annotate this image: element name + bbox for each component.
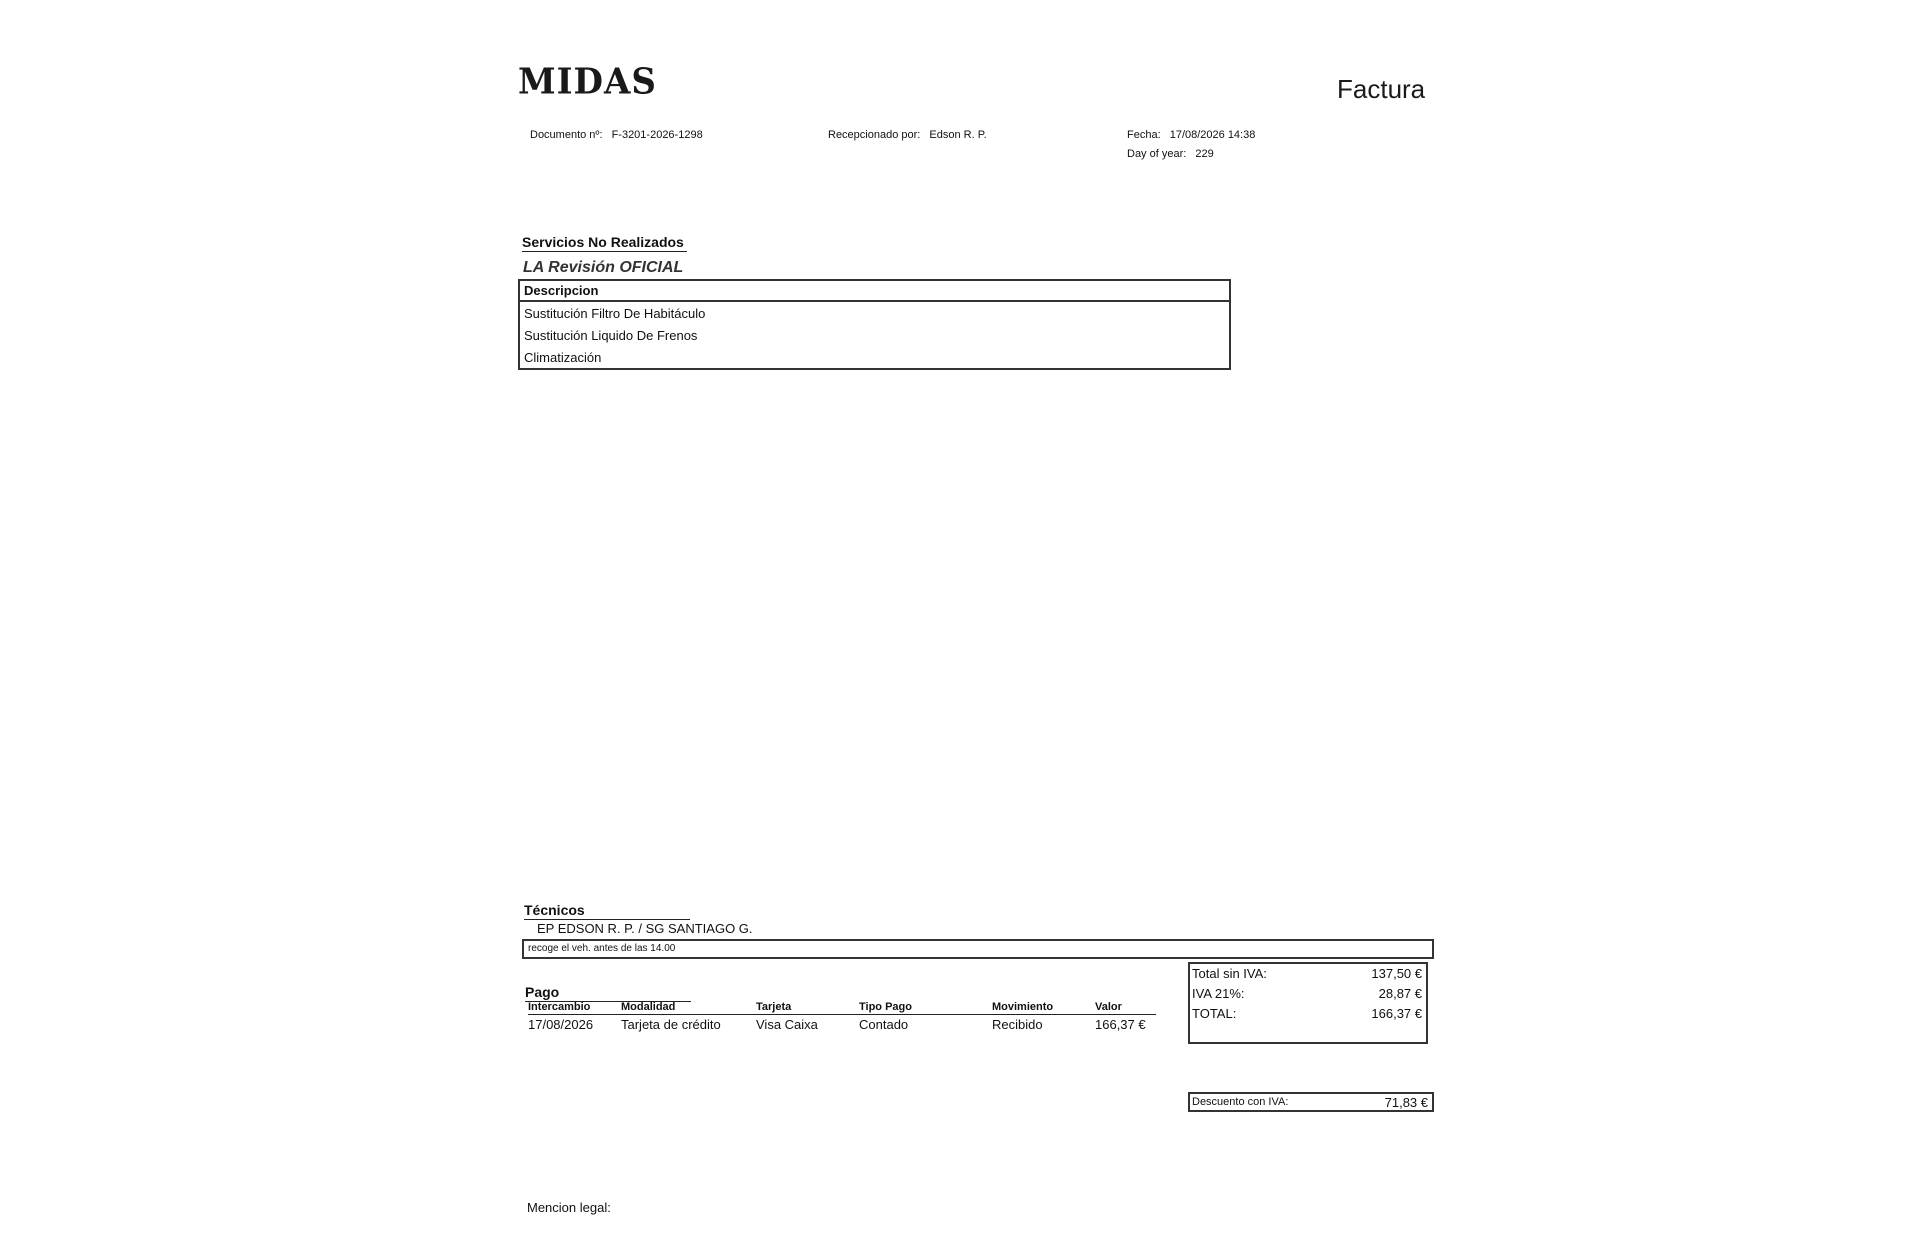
total-value: 166,37 € xyxy=(1371,1006,1422,1021)
technicians-names: EP EDSON R. P. / SG SANTIAGO G. xyxy=(537,921,753,936)
invoice-date xyxy=(1127,129,1255,141)
subtotal-label: Total sin IVA: xyxy=(1192,966,1267,981)
payment-date-cell: 17/08/2026 xyxy=(528,1017,594,1032)
discount-label: Descuento con IVA: xyxy=(1192,1096,1289,1108)
payment-header-row xyxy=(528,1001,1156,1015)
service-item: Sustitución Liquido De Frenos xyxy=(524,327,698,343)
service-item: Climatización xyxy=(524,349,602,365)
document-type-title: Factura xyxy=(1337,74,1426,104)
document-number xyxy=(530,129,703,141)
card-column-header: Tarjeta xyxy=(756,1001,859,1015)
day-of-year-label: Day of year: xyxy=(1127,148,1187,160)
payment-card-cell: Visa Caixa xyxy=(756,1017,818,1032)
payment-table xyxy=(528,1001,1156,1032)
payment-value-cell: 166,37 € xyxy=(1095,1017,1146,1032)
payment-type-cell: Contado xyxy=(859,1017,909,1032)
table-row xyxy=(519,346,1230,369)
received-by-label: Recepcionado por: xyxy=(828,129,921,141)
day-of-year-value: 229 xyxy=(1195,148,1214,160)
technicians-title: Técnicos xyxy=(524,902,690,920)
payment-type-column-header: Tipo Pago xyxy=(859,1001,992,1015)
exchange-column-header: Intercambio xyxy=(528,1001,621,1015)
day-of-year xyxy=(1127,148,1214,160)
vat-value: 28,87 € xyxy=(1378,986,1422,1001)
invoice-date-value: 17/08/2026 14:38 xyxy=(1169,129,1256,141)
package-title: LA Revisión OFICIAL xyxy=(523,259,684,276)
legal-mention: Mencion legal: xyxy=(527,1200,611,1215)
received-by-value: Edson R. P. xyxy=(929,129,987,141)
table-row xyxy=(519,324,1230,346)
subtotal-row xyxy=(1190,964,1426,984)
payment-movement-cell: Recibido xyxy=(992,1017,1043,1032)
discount-value: 71,83 € xyxy=(1384,1094,1428,1110)
description-column-header: Descripcion xyxy=(519,280,1230,301)
document-number-value: F-3201-2026-1298 xyxy=(611,129,703,141)
document-number-label: Documento nº: xyxy=(530,129,603,141)
service-item: Sustitución Filtro De Habitáculo xyxy=(524,305,706,321)
midas-logo: MIDAS xyxy=(518,61,657,103)
table-row xyxy=(519,301,1230,324)
payment-title: Pago xyxy=(525,984,691,1002)
services-section-title: Servicios No Realizados xyxy=(522,234,687,252)
total-label: TOTAL: xyxy=(1192,1006,1237,1021)
vat-row xyxy=(1190,984,1426,1004)
modality-column-header: Modalidad xyxy=(621,1001,756,1015)
table-row xyxy=(528,1015,1156,1033)
movement-column-header: Movimiento xyxy=(992,1001,1095,1015)
services-table xyxy=(518,279,1231,370)
value-column-header: Valor xyxy=(1095,1001,1156,1015)
notes-box: recoge el veh. antes de las 14.00 xyxy=(522,939,1434,959)
payment-modality-cell: Tarjeta de crédito xyxy=(621,1017,721,1032)
vat-label: IVA 21%: xyxy=(1192,986,1245,1001)
invoice-date-label: Fecha: xyxy=(1127,129,1161,141)
received-by xyxy=(828,129,987,141)
totals-box xyxy=(1188,962,1428,1044)
total-row xyxy=(1190,1004,1426,1024)
services-header-row xyxy=(519,280,1230,301)
discount-box xyxy=(1188,1092,1434,1112)
subtotal-value: 137,50 € xyxy=(1371,966,1422,981)
